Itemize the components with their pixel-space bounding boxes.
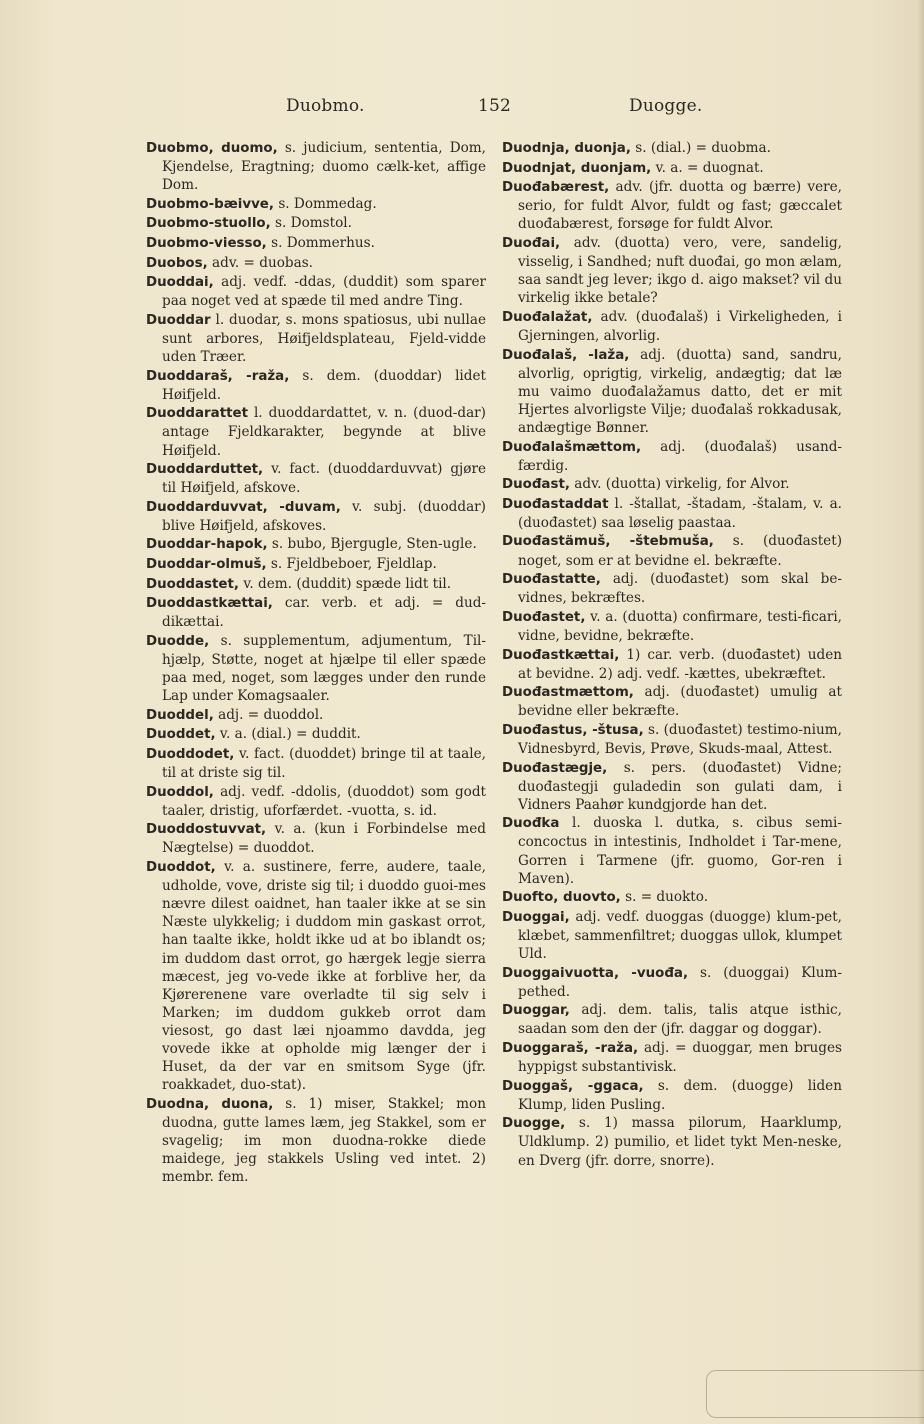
entry-definition: v. a. sustinere, ferre, audere, taale, udholde, vove, driste sig til; i duoddo guoi-mes nævre dilest oaidnet, han taaler ikke at se sin Næste ulykkelig; i duddom min gaskast orrot, han taalte ikke, holdt ikke ud at bo iblandt os; im duddom dast orrot, go hærgek legje sierra mæcest, jeg vo-vede ikke at forblive her, da Kjørerenene vare overladte til sig selv i Marken; im duddom gukkeb orrot dam viesost, go dast læi njoammo davdda, jeg vovede ikke at opholde mig længer der i Huset, da der var en smitsom Syge (jfr. roakkadet, duo-stat).	[162, 859, 486, 1094]
entry-definition: s. (duođastet) testimo-nium, Vidnesbyrd, Bevis, Prøve, Skuds-maal, Attest.	[518, 721, 842, 757]
entry-headword: Duođast,	[502, 477, 570, 493]
entry-definition: s. (duođastet) noget, som er at bevidne el. bekræfte.	[518, 533, 842, 569]
dictionary-entry	[146, 555, 486, 574]
entry-headword: Duoggaivuotta, -vuođa,	[502, 965, 689, 981]
dictionary-entry	[146, 632, 486, 705]
entry-headword: Duoddar-hapok,	[146, 537, 268, 553]
entry-definition: adj. vedf. -ddolis, (duoddot) som godt taaler, dristig, uforfærdet. -vuotta, s. id.	[162, 783, 486, 819]
entry-definition: s. (dial.) = duobma.	[635, 140, 771, 156]
dictionary-entry	[502, 1039, 842, 1076]
dictionary-entry	[146, 311, 486, 366]
dictionary-entry	[502, 438, 842, 475]
entry-definition: s. Dommedag.	[278, 195, 377, 212]
entry-headword: Duođastaddat	[502, 496, 609, 512]
dictionary-entry	[502, 234, 842, 307]
entry-headword: Duoddar	[146, 312, 211, 328]
dictionary-entry	[146, 404, 486, 459]
entry-definition: adv. = duobas.	[212, 254, 314, 271]
dictionary-entry	[146, 575, 486, 594]
running-head-right: Duogge.	[629, 96, 703, 116]
entry-headword: Duoddarattet	[146, 406, 248, 422]
entry-headword: Duoddostuvvat,	[146, 822, 267, 838]
dictionary-entry	[502, 721, 842, 758]
entry-definition: adv. (jfr. duotta og bærre) vere, serio, for fuldt Alvor, fuldt og fast; gæccalet duođabærest, forsøge for fuldt Alvor.	[518, 179, 842, 233]
dictionary-entry	[146, 367, 486, 404]
entry-headword: Duogge,	[502, 1116, 566, 1132]
entry-definition: s. 1) massa pilorum, Haarklump, Uldklump. 2) pumilio, et lidet tykt Men-neske, en Dverg (jfr. dorre, snorre).	[518, 1115, 842, 1169]
dictionary-entry	[146, 820, 486, 857]
entry-definition: s. Fjeldbeboer, Fjeldlap.	[270, 556, 437, 573]
entry-headword: Duođastet,	[502, 609, 586, 625]
entry-definition: l. duoska l. dutka, s. cibus semi-concoctus in intestinis, Indholdet i Tar-mene, Gorren i Tarmene (jfr. guomo, Gor-ren i Maven).	[518, 815, 842, 887]
entry-definition: s. 1) miser, Stakkel; mon duodna, gutte lames læm, jeg Stakkel, som er svagelig; im mon duodna-rokke diede maidege, jeg stakkels Usling ved intet. 2) membr. fem.	[162, 1095, 486, 1186]
entry-definition: s. bubo, Bjergugle, Sten-ugle.	[271, 536, 477, 553]
entry-definition: adj. vedf. -ddas, (duddit) som sparer paa noget ved at spæde til med andre Ting.	[162, 274, 487, 310]
entry-headword: Duoddot,	[146, 860, 216, 876]
entry-definition: l. duodar, s. mons spatiosus, ubi nullae sunt arbores, Høifjeldsplateau, Fjeld-vidde uden Træer.	[162, 311, 487, 366]
entry-headword: Duobos,	[146, 255, 208, 271]
dictionary-entry	[502, 570, 842, 607]
entry-headword: Duođai,	[502, 235, 561, 251]
dictionary-entry	[146, 460, 486, 497]
dictionary-entry	[146, 535, 486, 554]
entry-headword: Duobmo-bæivve,	[146, 196, 274, 212]
running-head-left: Duobmo.	[286, 96, 365, 116]
dictionary-entry	[502, 888, 842, 907]
entry-headword: Duoddodet,	[146, 747, 235, 762]
dictionary-entry	[146, 254, 486, 273]
page-corner-mark	[706, 1370, 924, 1418]
entry-headword: Duođabærest,	[502, 180, 610, 196]
dictionary-entry	[146, 706, 486, 725]
entry-headword: Duoddaraš, -raža,	[146, 368, 290, 384]
entry-definition: v. fact. (duoddarduvvat) gjøre til Høifjeld, afskove.	[162, 461, 487, 497]
entry-definition: v. fact. (duoddet) bringe til at taale, til at driste sig til.	[162, 746, 486, 782]
entry-headword: Duobmo-stuollo,	[146, 216, 271, 232]
entry-definition: s. (duoggai) Klum-pethed.	[518, 964, 842, 1000]
entry-definition: v. a. (dial.) = duddit.	[219, 726, 361, 743]
dictionary-entry	[146, 139, 486, 194]
dictionary-entry	[502, 532, 842, 569]
dictionary-entry	[502, 964, 842, 1001]
entry-definition: v. dem. (duddit) spæde lidt til.	[243, 575, 452, 592]
entry-definition: s. dem. (duogge) liden Klump, liden Pusling.	[518, 1077, 842, 1113]
dictionary-entry	[502, 759, 842, 814]
entry-headword: Duoddastkættai,	[146, 596, 273, 612]
entry-headword: Duođastatte,	[502, 572, 601, 588]
entry-definition: v. a. (kun i Forbindelse med Nægtelse) = duoddot.	[162, 821, 486, 857]
entry-headword: Duodde,	[146, 633, 210, 649]
entry-headword: Duodna, duona,	[146, 1096, 274, 1112]
entry-headword: Duoddastet,	[146, 576, 239, 592]
dictionary-entry	[502, 178, 842, 233]
entry-headword: Duofto, duovto,	[502, 890, 621, 906]
entry-headword: Duoggar,	[502, 1003, 570, 1019]
entry-headword: Duođastus, -štusa,	[502, 722, 644, 738]
dictionary-entry	[502, 683, 842, 720]
entry-definition: car. verb. et adj. = dud-dikættai.	[162, 595, 487, 631]
entry-headword: Duođastmættom,	[502, 685, 634, 701]
dictionary-entry	[146, 594, 486, 631]
entry-definition: adj. (duođalaš) usand-færdig.	[518, 438, 842, 474]
entry-headword: Duodnjat, duonjam,	[502, 160, 652, 176]
entry-headword: Duođastkættai,	[502, 647, 620, 663]
entry-definition: adj. dem. talis, talis atque isthic, saadan som den der (jfr. daggar og doggar).	[518, 1002, 842, 1038]
dictionary-entry	[146, 1095, 486, 1186]
entry-definition: adj. (duotta) sand, sandru, alvorlig, oprigtig, virkelig, andægtig; dat læ mu vaimo duođalažamus datto, det er mit Hjertes alvorligste Vilje; duođalaš rokkadusak, andægtige Bønner.	[518, 346, 842, 436]
right-column	[502, 139, 842, 1170]
dictionary-entry	[502, 814, 842, 887]
entry-headword: Duođastægje,	[502, 760, 608, 776]
entry-definition: adv. (duođalaš) i Virkeligheden, i Gjerningen, alvorlig.	[518, 308, 842, 344]
dictionary-entry	[146, 783, 486, 820]
entry-definition: adv. (duotta) vero, vere, sandelig, visselig, i Sandhed; nuft duođai, go mon ælam, saa sandt jeg lever; ikgo d. aigo makset? vil du virkelig ikke betale?	[518, 234, 843, 307]
dictionary-entry	[502, 1001, 842, 1038]
left-column	[146, 139, 486, 1187]
entry-definition: l. -štallat, -štadam, -štalam, v. a. (duođastet) saa løselig paastaa.	[518, 495, 842, 531]
entry-definition: adj. (duođastet) som skal be-vidnes, bekræftes.	[518, 571, 842, 607]
entry-headword: Duoggai,	[502, 909, 570, 925]
entry-definition: adj. (duođastet) umulig at bevidne eller bekræfte.	[518, 684, 842, 720]
dictionary-entry	[146, 498, 486, 535]
dictionary-entry	[502, 308, 842, 345]
entry-headword: Duođalašmættom,	[502, 439, 642, 455]
dictionary-entry	[502, 495, 842, 532]
page-edge-shadow	[918, 0, 924, 1424]
dictionary-entry	[502, 608, 842, 645]
entry-headword: Duođka	[502, 816, 560, 832]
entry-headword: Duoggaraš, -raža,	[502, 1041, 639, 1056]
entry-definition: adj. vedf. duoggas (duogge) klum-pet, klæbet, sammenfiltret; duoggas ullok, klumpet Uld.	[518, 908, 842, 963]
entry-definition: 1) car. verb. (duođastet) uden at bevidne. 2) adj. vedf. -kættes, ubekræftet.	[518, 646, 842, 682]
dictionary-entry	[502, 346, 842, 437]
entry-headword: Duodnja, duonja,	[502, 141, 631, 156]
entry-definition: s. = duokto.	[625, 889, 709, 906]
dictionary-entry	[146, 273, 486, 310]
dictionary-entry	[502, 1077, 842, 1114]
dictionary-entry	[146, 195, 486, 214]
entry-headword: Duođalaš, -laža,	[502, 347, 630, 363]
dictionary-entry	[502, 646, 842, 683]
entry-headword: Duoddel,	[146, 707, 214, 723]
page-number: 152	[478, 96, 512, 116]
entry-definition: v. subj. (duoddar) blive Høifjeld, afskoves.	[162, 498, 486, 534]
entry-definition: l. duoddardattet, v. n. (duod-dar) antage Fjeldkarakter, begynde at blive Høifjeld.	[162, 405, 486, 459]
entry-definition: s. judicium, sententia, Dom, Kjendelse, Eragtning; duomo cælk-ket, affige Dom.	[162, 140, 486, 194]
entry-headword: Duoddol,	[146, 784, 214, 800]
entry-headword: Duođastämuš, -štebmuša,	[502, 534, 714, 550]
dictionary-entry	[146, 858, 486, 1094]
dictionary-entry	[502, 159, 842, 178]
entry-headword: Duobmo-viesso,	[146, 235, 267, 251]
entry-headword: Duođalažat,	[502, 309, 593, 325]
dictionary-entry	[502, 475, 842, 494]
entry-definition: adv. (duotta) virkelig, for Alvor.	[574, 476, 790, 493]
entry-definition: adj. = duoddol.	[218, 706, 324, 723]
dictionary-entry	[146, 745, 486, 782]
dictionary-entry	[146, 234, 486, 253]
entry-definition: s. pers. (duođastet) Vidne; duođastegji guladedin son gulati dam, i Vidners Paahør kundgjorde han det.	[518, 759, 842, 813]
entry-definition: v. a. = duognat.	[655, 159, 764, 176]
dictionary-entry	[502, 1114, 842, 1169]
dictionary-entry	[502, 908, 842, 963]
dictionary-entry	[146, 725, 486, 744]
entry-headword: Duoddai,	[146, 275, 214, 291]
entry-headword: Duoddarduvvat, -duvam,	[146, 499, 341, 515]
entry-headword: Duoggaš, -ggaca,	[502, 1078, 644, 1094]
dictionary-entry	[146, 214, 486, 233]
entry-definition: v. a. (duotta) confirmare, testi-ficari, vidne, bevidne, bekræfte.	[518, 608, 842, 644]
dictionary-entry	[502, 139, 842, 158]
entry-definition: s. supplementum, adjumentum, Til-hjælp, Støtte, noget at hjælpe til eller spæde paa med, noget, som lægges under den runde Lap under Komagsaaler.	[162, 632, 486, 705]
entry-definition: s. Dommerhus.	[271, 234, 375, 251]
entry-headword: Duoddarduttet,	[146, 462, 264, 478]
entry-definition: adj. = duoggar, men bruges hyppigst substantivisk.	[518, 1040, 842, 1076]
entry-definition: s. dem. (duoddar) lidet Høifjeld.	[162, 367, 486, 403]
entry-headword: Duoddar-olmuš,	[146, 557, 267, 573]
entry-headword: Duobmo, duomo,	[146, 141, 278, 156]
entry-headword: Duoddet,	[146, 727, 216, 743]
entry-definition: s. Domstol.	[275, 215, 352, 232]
